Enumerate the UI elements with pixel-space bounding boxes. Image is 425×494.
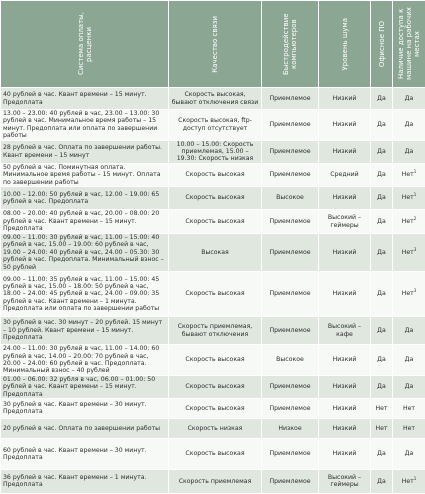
table-row: [1, 469, 425, 493]
cell-pricing-text: 01.00 – 06.00: 32 рубля в час, 06.00 – 01.00: 50 рублей в час. Квант времени – 15 минут. Предоплата: [3, 376, 155, 398]
cell-access-text: Нет: [402, 478, 414, 485]
cell-access: [393, 210, 425, 234]
cell-performance-text: Приемлемое: [269, 478, 310, 485]
table-row: [1, 317, 425, 345]
cell-performance: [262, 187, 319, 210]
cell-access: [393, 110, 425, 141]
cell-noise: [319, 375, 371, 398]
cell-connection: [169, 88, 262, 110]
cell-connection: [169, 163, 262, 186]
cell-access: [393, 163, 425, 186]
cell-connection-text: Скорость высокая: [185, 450, 244, 457]
footnote-marker: 1: [414, 192, 417, 197]
cell-performance: [262, 469, 319, 493]
cell-noise-text: Низкий: [333, 148, 357, 155]
cell-access: [393, 345, 425, 376]
header-pricing: Система оплаты, расценки: [1, 1, 169, 88]
cell-noise-text: Низкий: [333, 249, 357, 256]
cell-office-text: Да: [377, 148, 386, 155]
table-row: [1, 88, 425, 110]
header-access: Наличие доступа к машине на рабочих местах: [393, 1, 425, 88]
cell-noise: [319, 163, 371, 186]
table-row: [1, 140, 425, 163]
cell-access: [393, 469, 425, 493]
cell-noise-text: Высокий – геймеры: [328, 474, 361, 488]
cell-noise: [319, 469, 371, 493]
cell-noise: [319, 438, 371, 469]
cell-connection-text: Скорость приемлемая, бывают отключения: [178, 323, 253, 337]
header-row: [1, 1, 425, 88]
cell-pricing-text: 36 рублей в час. Квант времени – 1 минута. Предоплата: [3, 474, 146, 488]
cell-performance: [262, 210, 319, 234]
cell-access-text: Нет: [402, 218, 414, 225]
cell-connection-text: Скорость высокая: [185, 405, 244, 412]
cell-connection-text: Скорость низкая: [188, 425, 243, 432]
cell-pricing: [1, 398, 169, 418]
cell-office-text: Да: [377, 121, 386, 128]
cell-noise-text: Низкий: [333, 425, 357, 432]
header-connection: Качество связи: [169, 1, 262, 88]
cell-connection: [169, 418, 262, 438]
table-row: [1, 438, 425, 469]
cell-connection: [169, 272, 262, 317]
cell-office-text: Да: [377, 194, 386, 201]
cell-pricing-text: 24.00 – 11.00: 30 рублей в час, 11.00 – 14.00: 60 рублей в час, 14.00 – 20.00: 70 рублей в час, 20.00 – 24.00: 60 рублей в час. Предоплата. Минимальный взнос – 40 рублей: [3, 345, 159, 374]
cell-performance: [262, 375, 319, 398]
cell-office-text: Да: [377, 356, 386, 363]
cell-pricing: [1, 187, 169, 210]
cell-performance: [262, 140, 319, 163]
cell-noise-text: Низкий: [333, 383, 357, 390]
cell-pricing-text: 13.00 – 23.00: 40 рублей в час, 23.00 – 13.00: 30 рублей в час. Минимальное время работы – 15 минут. Предоплата или оплата по завершении работы: [3, 110, 159, 139]
cell-access-text: Нет: [402, 171, 414, 178]
cell-pricing: [1, 418, 169, 438]
cell-access: [393, 187, 425, 210]
cell-pricing-text: 10.00 – 12.00: 50 рублей в час, 12.00 – 19.00: 65 рублей в час. Предоплата: [3, 191, 159, 205]
cell-access-text: Да: [405, 121, 414, 128]
cell-connection: [169, 187, 262, 210]
cell-performance: [262, 163, 319, 186]
table-row: [1, 345, 425, 376]
cell-office: [371, 418, 393, 438]
cell-performance-text: Приемлемое: [269, 218, 310, 225]
cell-access: [393, 234, 425, 272]
cell-connection: [169, 140, 262, 163]
cell-performance-text: Высокое: [276, 356, 304, 363]
cell-connection-text: Скорость высокая: [185, 218, 244, 225]
cell-office: [371, 140, 393, 163]
footnote-marker: 1: [414, 169, 417, 174]
cell-access: [393, 375, 425, 398]
footnote-marker: 2: [414, 216, 417, 221]
cell-office: [371, 110, 393, 141]
cell-performance-text: Приемлемое: [269, 171, 310, 178]
cell-access-text: Нет: [402, 249, 414, 256]
cell-connection: [169, 438, 262, 469]
cell-noise-text: Высокий – кафе: [328, 323, 361, 337]
cell-noise: [319, 345, 371, 376]
cell-access-text: Да: [405, 95, 414, 102]
cell-connection: [169, 398, 262, 418]
cell-access-text: Нет: [403, 405, 415, 412]
cell-office: [371, 210, 393, 234]
header-noise: Уровень шума: [319, 1, 371, 88]
cell-office-text: Да: [377, 290, 386, 297]
footnote-marker: 3: [414, 288, 417, 293]
cell-noise: [319, 88, 371, 110]
cell-pricing: [1, 438, 169, 469]
cell-pricing-text: 60 рублей в час. Квант времени – 30 минут. Предоплата: [3, 447, 147, 461]
cell-office: [371, 163, 393, 186]
cell-pricing: [1, 234, 169, 272]
cell-noise-text: Средний: [330, 171, 358, 178]
cell-pricing-text: 09.00 – 11.00: 35 рублей в час, 11.00 – 15.00: 45 рублей в час, 15.00 – 18.00: 50 рублей в час, 18.00 – 24.00: 45 рублей в час, 24.00 – 09.00: 35 рублей в час. Квант времени – 1 минута. Предоплата или оплата по завершении работы: [3, 276, 159, 313]
cell-noise-text: Низкий: [333, 290, 357, 297]
cell-noise-text: Низкий: [333, 356, 357, 363]
cell-noise-text: Низкий: [333, 194, 357, 201]
cell-pricing-text: 28 рублей в час. Оплата по завершении работы. Квант времени – 15 минут: [3, 144, 162, 158]
cell-office: [371, 375, 393, 398]
cell-office-text: Да: [377, 450, 386, 457]
cell-performance-text: Приемлемое: [269, 450, 310, 457]
cell-performance-text: Приемлемое: [269, 327, 310, 334]
cell-performance-text: Приемлемое: [269, 405, 310, 412]
cell-pricing-text: 30 рублей в час. Квант времени – 30 минут. Предоплата: [3, 401, 147, 415]
cell-performance-text: Высокое: [276, 194, 304, 201]
header-office: Офисное ПО: [371, 1, 393, 88]
footnote-marker: 3: [414, 247, 417, 252]
header-performance: Быстродействие компьютеров: [262, 1, 319, 88]
cell-access: [393, 418, 425, 438]
cell-noise-text: Низкий: [333, 450, 357, 457]
cell-office-text: Нет: [375, 425, 387, 432]
cell-noise-text: Высокий – геймеры: [328, 214, 361, 228]
cell-access: [393, 140, 425, 163]
cell-office-text: Да: [377, 95, 386, 102]
cell-pricing: [1, 469, 169, 493]
cell-pricing: [1, 210, 169, 234]
cell-office-text: Да: [377, 171, 386, 178]
cell-noise-text: Низкий: [333, 405, 357, 412]
cell-pricing-text: 50 рублей в час. Поминутная оплата. Минимальное время работы – 15 минут. Оплата по завершении работы: [3, 164, 161, 186]
cell-noise: [319, 398, 371, 418]
cell-noise: [319, 418, 371, 438]
cell-office: [371, 272, 393, 317]
cell-connection-text: Скорость приемлемая: [179, 478, 252, 485]
cell-office: [371, 234, 393, 272]
cell-connection-text: Скорость высокая: [185, 194, 244, 201]
cell-office-text: Да: [377, 327, 386, 334]
cell-noise: [319, 317, 371, 345]
cell-connection-text: Скорость высокая, ftp-доступ отсутствует: [178, 117, 252, 131]
cell-pricing-text: 40 рублей в час. Квант времени – 15 минут. Предоплата: [3, 91, 147, 105]
cell-connection: [169, 110, 262, 141]
cell-connection: [169, 210, 262, 234]
cell-connection-text: Скорость высокая: [185, 356, 244, 363]
table-row: [1, 110, 425, 141]
cell-access-text: Нет: [402, 290, 414, 297]
cell-access-text: Да: [405, 356, 414, 363]
cell-connection: [169, 317, 262, 345]
cell-connection-text: Скорость высокая, бывают отключения связи: [172, 91, 259, 105]
cell-connection: [169, 345, 262, 376]
cell-pricing: [1, 272, 169, 317]
cell-office: [371, 345, 393, 376]
cell-pricing-text: 20 рублей в час. Оплата по завершении работы: [3, 425, 160, 432]
cell-pricing: [1, 375, 169, 398]
table-row: [1, 187, 425, 210]
cell-performance: [262, 418, 319, 438]
cell-performance: [262, 317, 319, 345]
cell-access: [393, 272, 425, 317]
cell-connection: [169, 375, 262, 398]
cell-pricing: [1, 345, 169, 376]
cell-noise-text: Низкий: [333, 95, 357, 102]
cell-office-text: Нет: [375, 405, 387, 412]
cell-noise: [319, 210, 371, 234]
cell-connection: [169, 469, 262, 493]
cell-connection-text: Скорость высокая: [185, 383, 244, 390]
cell-access-text: Да: [405, 327, 414, 334]
cell-performance: [262, 398, 319, 418]
cell-office-text: Да: [377, 218, 386, 225]
cell-performance-text: Приемлемое: [269, 121, 310, 128]
cell-performance: [262, 272, 319, 317]
cell-noise: [319, 140, 371, 163]
table-row: [1, 234, 425, 272]
cell-performance-text: Приемлемое: [269, 95, 310, 102]
table-row: [1, 398, 425, 418]
cell-performance: [262, 88, 319, 110]
cell-office-text: Да: [377, 249, 386, 256]
cell-access: [393, 438, 425, 469]
cell-pricing-text: 09.00 – 11.00: 30 рублей в час, 11.00 – 15.00: 40 рублей в час, 15.00 – 19.00: 60 рублей в час, 19.00 – 24.00: 40 рублей в час, 24.00 – 05.30: 30 рублей в час. Предоплата. Минимальный взнос – 50 рублей: [3, 234, 164, 271]
cell-pricing: [1, 317, 169, 345]
cell-pricing-text: 08.00 – 20.00: 40 рублей в час, 20.00 – 08.00: 20 рублей в час. Квант времени – 15 минут. Предоплата: [3, 210, 159, 232]
cell-performance-text: Приемлемое: [269, 383, 310, 390]
cell-pricing-text: 30 рублей в час. 30 минут – 20 рублей. 15 минут – 10 рублей. Квант времени – 15 минут. Предоплата: [3, 319, 162, 341]
cell-access: [393, 88, 425, 110]
cell-noise: [319, 234, 371, 272]
cell-noise: [319, 272, 371, 317]
cell-connection-text: Высокая: [201, 249, 229, 256]
table-row: [1, 272, 425, 317]
cell-access-text: Да: [405, 148, 414, 155]
table-row: [1, 375, 425, 398]
cell-performance-text: Приемлемое: [269, 290, 310, 297]
cell-pricing: [1, 140, 169, 163]
cell-access-text: Нет: [402, 194, 414, 201]
cell-connection-text: Скорость высокая: [185, 290, 244, 297]
cell-office-text: Да: [377, 383, 386, 390]
cell-office: [371, 88, 393, 110]
table-row: [1, 210, 425, 234]
cell-access-text: Нет: [403, 425, 415, 432]
cell-access-text: Да: [405, 383, 414, 390]
cell-access: [393, 317, 425, 345]
cell-noise: [319, 187, 371, 210]
cell-performance-text: Низкое: [278, 425, 301, 432]
cell-access-text: Да: [405, 450, 414, 457]
footnote-marker: 1: [414, 476, 417, 481]
table-row: [1, 418, 425, 438]
cell-noise: [319, 110, 371, 141]
cell-pricing: [1, 163, 169, 186]
cell-office-text: Да: [377, 478, 386, 485]
table-row: [1, 163, 425, 186]
cell-office: [371, 469, 393, 493]
cell-access: [393, 398, 425, 418]
cell-office: [371, 438, 393, 469]
cell-performance-text: Приемлемое: [269, 249, 310, 256]
cell-performance-text: Приемлемое: [269, 148, 310, 155]
cell-connection-text: 10.00 – 15.00: Скорость приемлемая, 15.00 – 19.30: Скорость низкая: [177, 141, 254, 163]
cell-office: [371, 398, 393, 418]
cell-pricing: [1, 110, 169, 141]
cell-noise-text: Низкий: [333, 121, 357, 128]
cell-performance: [262, 234, 319, 272]
cell-connection-text: Скорость высокая: [185, 171, 244, 178]
cell-pricing: [1, 88, 169, 110]
cell-performance: [262, 345, 319, 376]
cell-performance: [262, 110, 319, 141]
cell-connection: [169, 234, 262, 272]
cell-performance: [262, 438, 319, 469]
cell-office: [371, 317, 393, 345]
cell-office: [371, 187, 393, 210]
